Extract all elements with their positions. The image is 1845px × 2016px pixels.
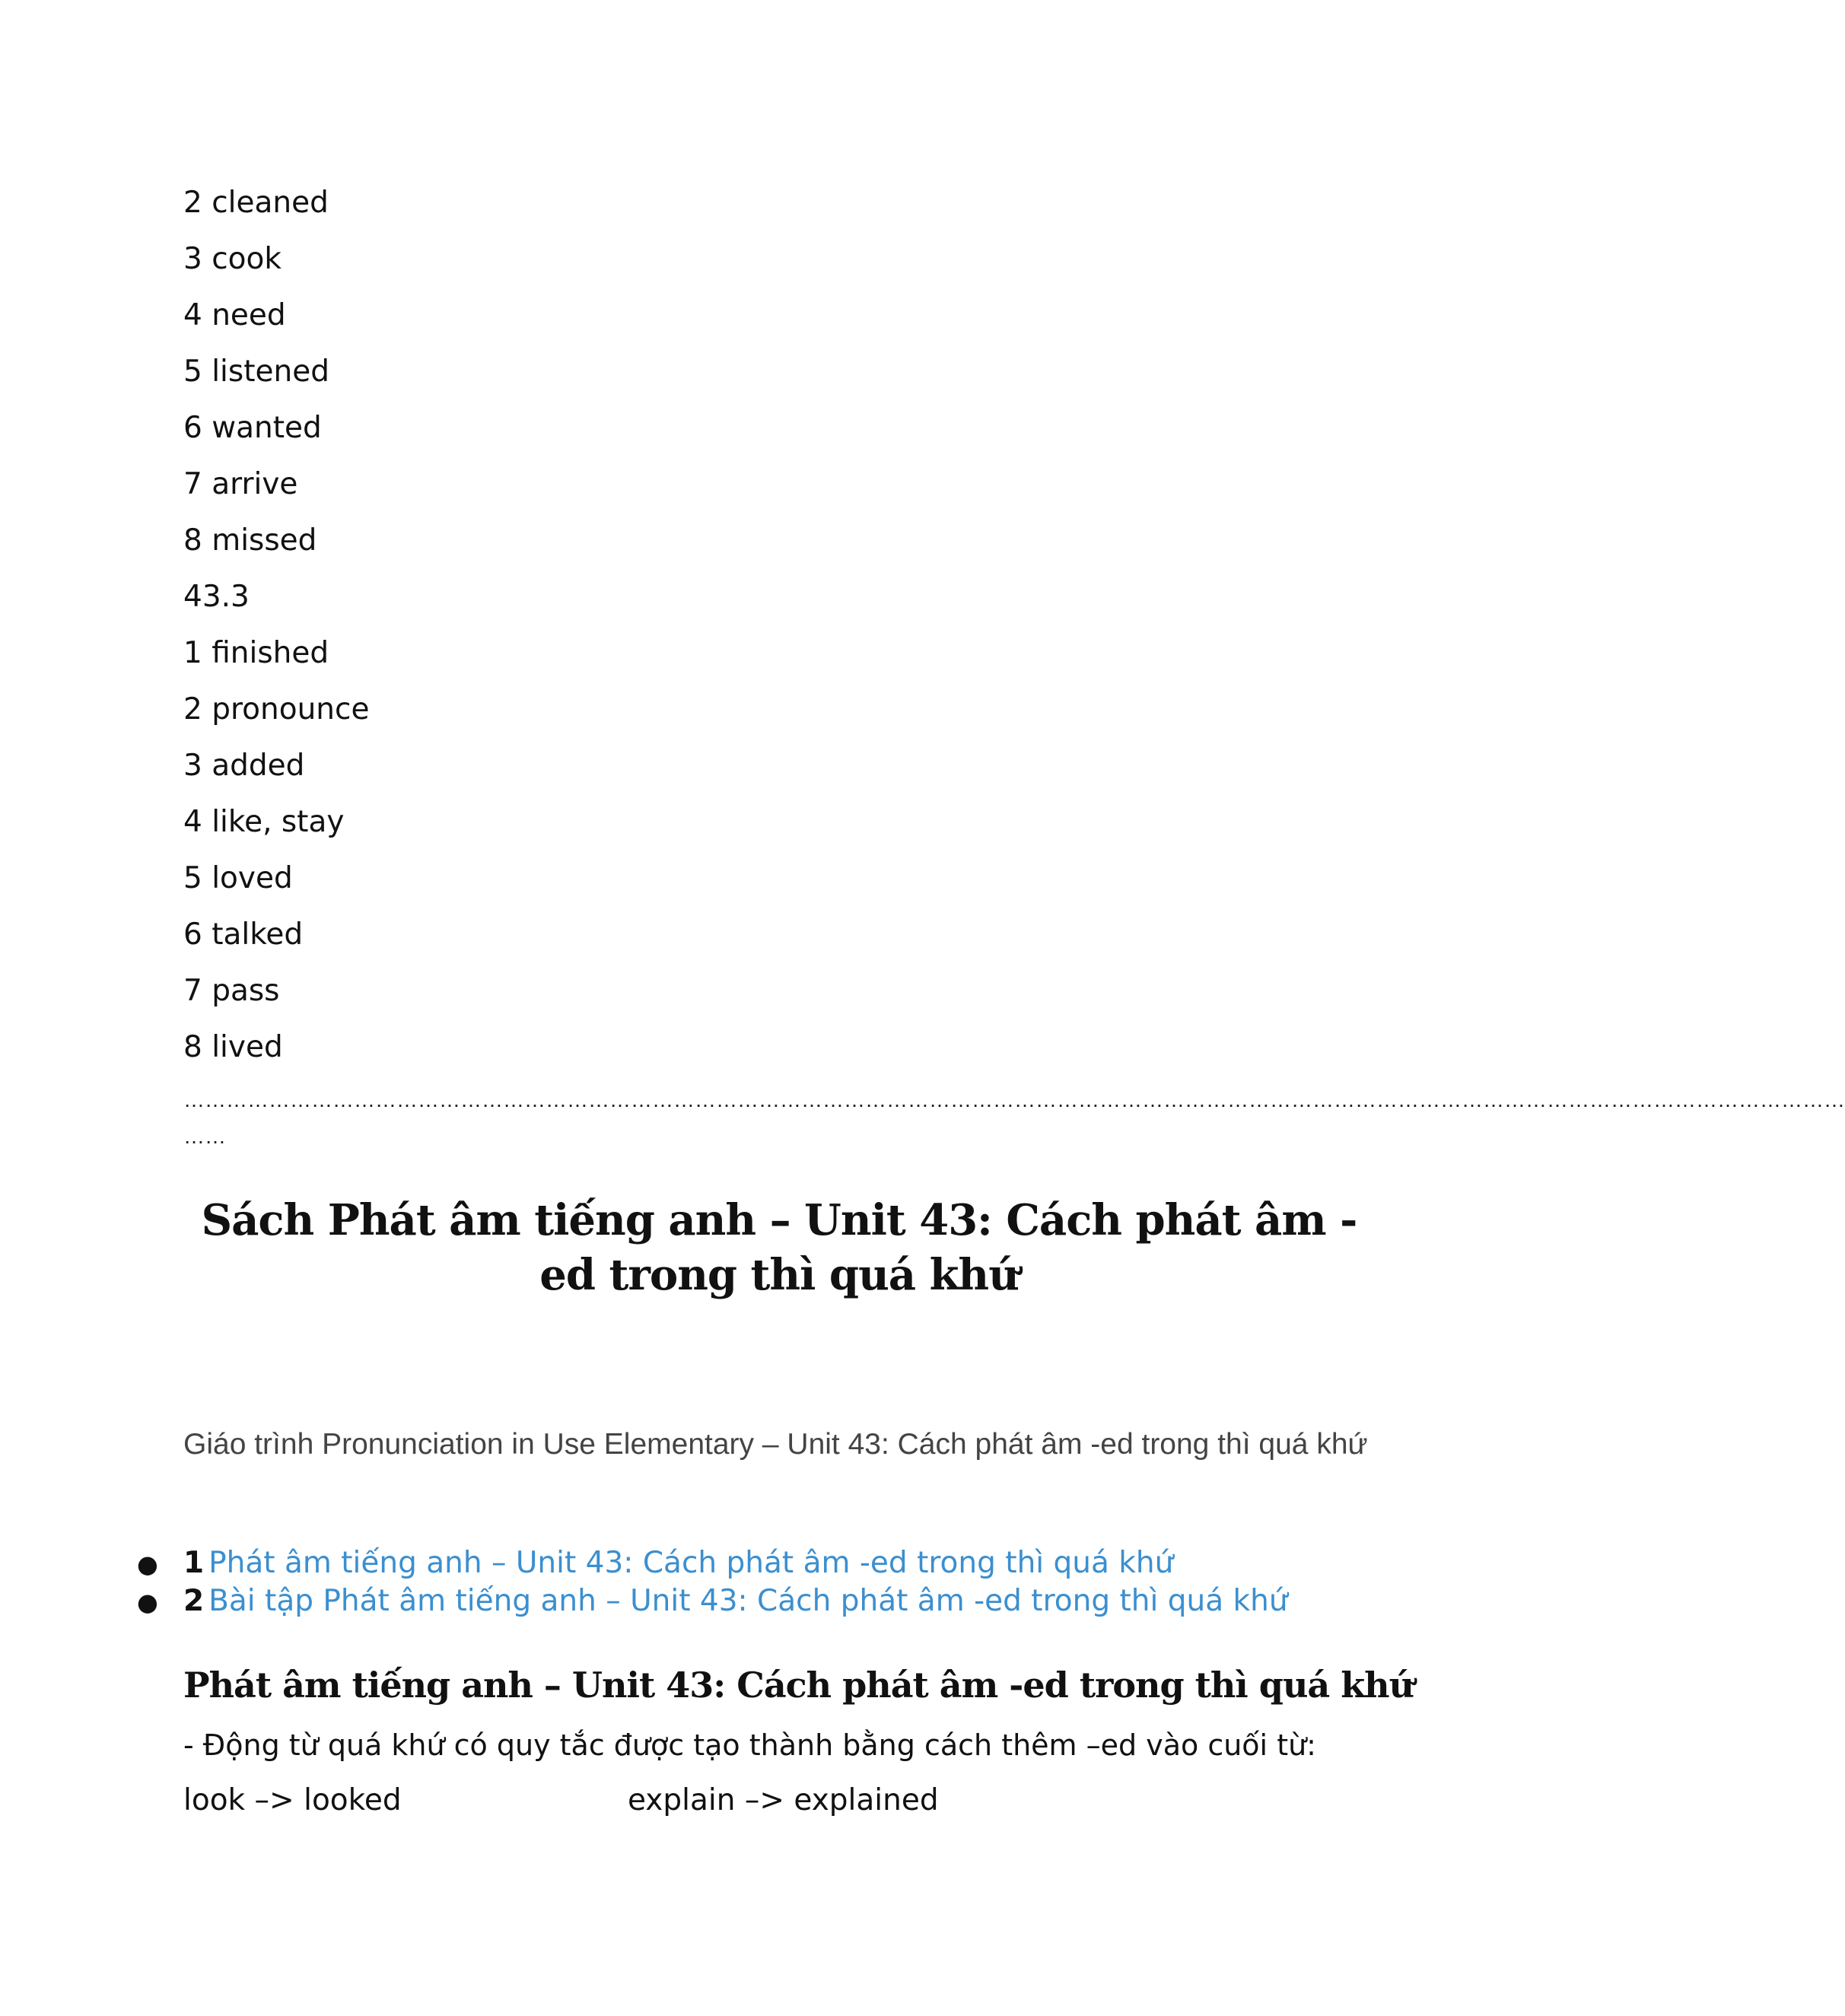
exercise-number: 43.3	[183, 580, 250, 614]
answer-item: 4 like, stay	[183, 805, 345, 839]
section-heading: Phát âm tiếng anh – Unit 43: Cách phát âm -ed trong thì quá khứ	[183, 1665, 1414, 1706]
answer-item: 2 cleaned	[183, 186, 329, 220]
answer-item: 8 lived	[183, 1030, 283, 1064]
answer-item: 7 arrive	[183, 467, 298, 501]
page-title: Sách Phát âm tiếng anh – Unit 43: Cách phát âm -ed trong thì quá khứ	[201, 1195, 1357, 1300]
answer-item: 1 finished	[183, 636, 329, 670]
answer-list	[183, 181, 369, 1082]
example-item: look –> looked	[183, 1783, 402, 1817]
toc-link[interactable]: Phát âm tiếng anh – Unit 43: Cách phát âm -ed trong thì quá khứ	[208, 1546, 1174, 1580]
answer-item: 4 need	[183, 298, 286, 332]
answer-item: 5 loved	[183, 861, 293, 895]
dotted-separator-end: ……	[183, 1124, 226, 1148]
answer-item: 2 pronounce	[183, 692, 370, 727]
toc-link[interactable]: Bài tập Phát âm tiếng anh – Unit 43: Cách phát âm -ed trong thì quá khứ	[208, 1584, 1288, 1618]
bullet-icon: ●	[137, 1550, 158, 1579]
answer-item: 3 added	[183, 749, 305, 783]
table-of-contents	[137, 1544, 1288, 1620]
example-item: explain –> explained	[628, 1783, 939, 1817]
bullet-icon: ●	[137, 1588, 158, 1617]
answer-item: 7 pass	[183, 974, 280, 1008]
answer-item: 5 listened	[183, 355, 329, 389]
answer-item: 6 wanted	[183, 411, 322, 445]
toc-item	[137, 1582, 1288, 1620]
answer-item: 8 missed	[183, 523, 317, 558]
rule-text: - Động từ quá khứ có quy tắc được tạo thành bằng cách thêm –ed vào cuối từ:	[183, 1728, 1316, 1762]
dotted-separator: ………………………………………………………………………………………………………………………………………………………………………………………………………………	[183, 1088, 1845, 1111]
answer-item: 3 cook	[183, 242, 282, 276]
toc-number: 1	[183, 1546, 205, 1580]
toc-number: 2	[183, 1584, 205, 1618]
answer-item: 6 talked	[183, 917, 304, 952]
intro-text: Giáo trình Pronunciation in Use Elementary – Unit 43: Cách phát âm -ed trong thì quá khứ	[183, 1428, 1368, 1461]
toc-item	[137, 1544, 1288, 1582]
